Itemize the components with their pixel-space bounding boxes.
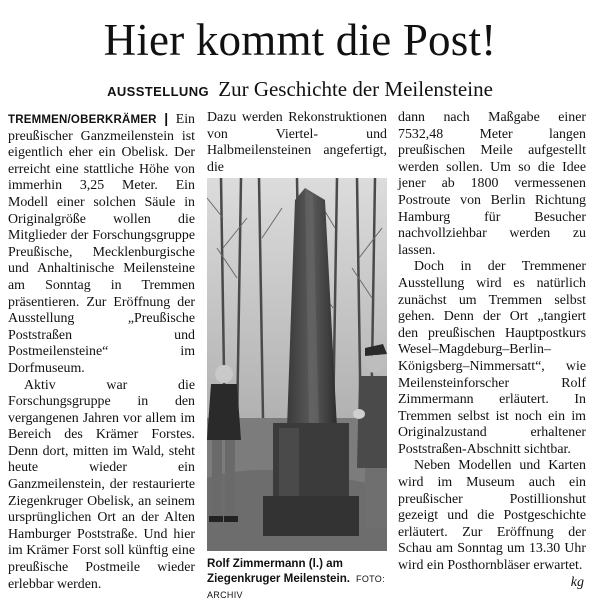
subhead (0, 76, 600, 105)
kicker: AUSSTELLUNG (107, 84, 209, 99)
article-column-2 (207, 110, 387, 176)
paragraph-4: dann nach Maßgabe einer 7532,48 Meter langen preußischen Meile aufgestellt werden sollen. Um so die Idee jener ab 1800 vermessenen Postroute von Berlin Richtung Hamburg für Besucher nachvollziehbar werden zu lassen. (398, 110, 586, 258)
headline: Hier kommt die Post! (103, 15, 497, 65)
dateline: TREMMEN/OBERKRÄMER (8, 114, 157, 126)
paragraph-1 (8, 110, 195, 378)
photo-caption (207, 556, 392, 603)
obelisk-photo (207, 178, 387, 551)
caption-text: Rolf Zimmermann (l.) am Ziegenkruger Meilenstein. (207, 557, 351, 585)
dateline-separator: | (164, 110, 169, 126)
paragraph-1-text: Ein preußischer Ganzmeilenstein ist eigentlich eher ein Obelisk. Der erreicht eine stattliche Höhe von immerhin 3,25 Meter. Ein Modell einer solchen Säule in Originalgröße wollen die Mitglieder der Forschungsgruppe Preußische, Mecklenburgische und Anhaltinische Meilensteine am Sonntag in Tremmen präsentieren. Zur Eröffnung der Ausstellung „Preußische Poststraßen und Postmeilensteine“ im Dorfmuseum. (8, 112, 195, 376)
photo-credit: FOTO: ARCHIV (207, 574, 385, 600)
paragraph-2: Aktiv war die Forschungsgruppe in den vergangenen Jahren vor allem im Bereich des Krämer Forstes. Denn dort, mitten im Wald, steht heute wieder ein Ganzmeilenstein, der restaurierte Ziegenkruger Obelisk, an seinem ursprünglichen Ort an der Alten Hamburger Poststraße. Und hier im Krämer Forst soll künftig eine preußische Postmeile wieder erlebbar werden. (8, 377, 195, 592)
author-initials: kg (570, 575, 584, 590)
paragraph-5: Doch in der Tremmener Ausstellung wird es natürlich zunächst um Tremmen selbst gehen. Denn der Ort „tangiert den preußischen Hauptpostkurs Wesel–Magdeburg–Berlin–Königsberg–Nimmersatt“, wie Meilensteinforscher Rolf Zimmermann erläutert. In Tremmen selbst ist noch ein im Originalzustand erhaltener Poststraßen-Abschnitt sichtbar. (398, 259, 586, 457)
paragraph-6: Neben Modellen und Karten wird im Museum auch ein preußischer Postillionshut gezeigt und die Postgeschichte erläutert. Zur Eröffnung der Schau am Sonntag um 13.30 Uhr wird ein Posthornbläser erwartet. (398, 458, 586, 574)
article-column-3 (398, 110, 586, 575)
paragraph-3: Dazu werden Rekonstruktionen von Viertel- und Halbmeilensteinen angefertigt, die (207, 110, 387, 175)
article-column-1 (8, 110, 195, 593)
obelisk-photo-image (207, 178, 387, 551)
subhead-text: Zur Geschichte der Meilensteine (218, 77, 493, 101)
